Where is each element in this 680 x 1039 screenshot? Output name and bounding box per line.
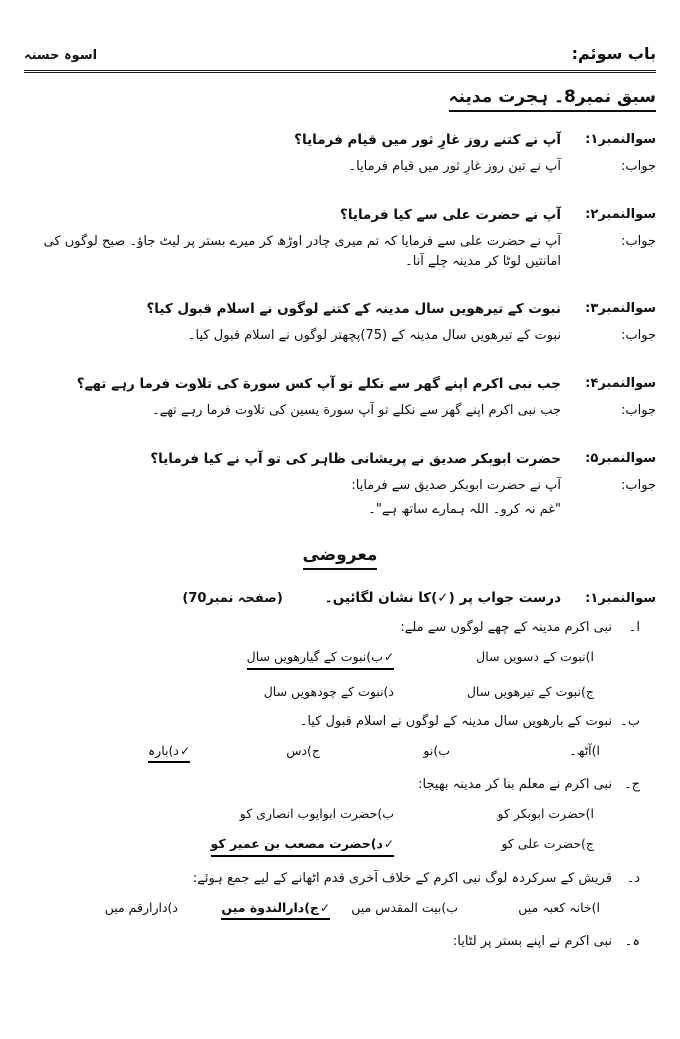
check-icon: ✓ [383,837,394,852]
check-icon: ✓ [179,743,190,758]
answer-label: جواب: [621,403,656,418]
option: د)دارارقم میں [104,899,178,915]
objective-item [24,869,656,920]
answer-line [24,326,656,346]
answer-text: جب نبی اکرم اپنے گھر سے نکلے تو آپ سورة یسین کی تلاوت فرما رہے تھے۔ [151,403,561,418]
hadith-quote: "غم نہ کرو۔ اللہ ہمارے ساتھ ہے"۔ [368,502,561,518]
item-stem-row [24,869,656,889]
item-stem-row [24,932,656,952]
section-heading-row [24,545,656,570]
question-line [24,299,656,319]
option: ا)خانہ کعبہ میں [518,899,600,915]
question-number: سوالنمبر۵: [585,450,656,466]
objective-item [24,712,656,763]
item-stem: نبی اکرم نے معلم بنا کر مدینہ بھیجا: [418,777,612,793]
objective-item [24,618,656,700]
question-text: آپ نے کتنے روز غارِ ثور میں قیام فرمایا؟ [294,132,561,148]
book-title: اسوہ حسنہ [24,48,98,63]
answer-text: نبوت کے تیرھویں سال مدینہ کے (75)پچھتر لوگوں نے اسلام قبول کیا۔ [187,328,561,344]
item-stem-row [24,775,656,795]
item-stem: قریش کے سرکردہ لوگ نبی اکرم کے خلاف آخری قدم اٹھانے کے لیے جمع ہوئے: [192,871,612,887]
answer-line [24,232,656,271]
qa-block [24,449,656,518]
item-stem-row [24,618,656,638]
option: ا)آٹھ۔ [569,742,600,758]
question-number: سوالنمبر۱: [585,132,656,147]
question-text: نبوت کے تیرھویں سال مدینہ کے کتنے لوگوں نے اسلام قبول کیا؟ [146,301,561,317]
answer-line [24,157,656,177]
item-marker: ا۔ [628,620,640,636]
lesson-title: سبق نمبر8۔ ہجرت مدینہ [449,86,656,112]
item-stem: نبی اکرم نے اپنے بستر پر لٹایا: [452,934,612,950]
objective-header [24,590,656,606]
option-checked: ✓د)حضرت مصعب بن عمیر کو [24,835,394,857]
answer-label: جواب: [621,477,656,493]
option: ا)نبوت کے دسویں سال [476,648,594,664]
question-text: جب نبی اکرم اپنے گھر سے نکلے تو آپ کس سورة کی تلاوت فرما رہے تھے؟ [76,375,561,392]
option-checked: ✓د)بارہ [24,742,190,764]
question-line [24,449,656,469]
item-stem-row [24,712,656,732]
option: ا)حضرت ابوبکر کو [497,805,594,821]
page-header [24,0,656,73]
option: ج)دس [286,742,320,758]
item-stem: نبوت کے بارھویں سال مدینہ کے لوگوں نے اسلام قبول کیا۔ [299,714,612,730]
question-line [24,130,656,150]
qa-block [24,374,656,421]
qa-block [24,130,656,177]
answer-text: آپ نے حضرت علی سے فرمایا کہ تم میری چادر اوڑھ کر میرے بستر پر لیٹ جاؤ۔ صبح لوگوں کی امانتیں لوٹا کر مدینہ چلے آنا۔ [43,234,561,269]
option: ب)بیت المقدس میں [351,899,458,915]
option: ب)حضرت ابوایوب انصاری کو [239,805,394,821]
section-heading: معروضی [303,545,378,570]
question-line [24,374,656,394]
answer-line [24,476,656,496]
lesson-title-row [24,86,656,112]
option: ج)نبوت کے تیرھویں سال [466,683,594,699]
item-marker: د۔ [626,871,640,887]
question-number: سوالنمبر۳: [585,301,656,316]
option: د)نبوت کے چودھویں سال [263,683,394,699]
option-checked: ✓ج)دارالندوة میں [178,899,330,921]
check-icon: ✓ [319,900,330,915]
question-number: سوالنمبر۴: [585,375,656,391]
option: ب)نو [423,742,450,758]
item-marker: ب۔ [620,714,640,730]
objective-item [24,932,656,952]
objective-instruction: درست جواب پر (✓)کا نشان لگائیں۔ [324,590,561,607]
page-reference: (صفحہ نمبر70) [182,591,283,607]
answer-text: آپ نے تین روز غارِ ثور میں قیام فرمایا۔ [348,159,561,175]
option-checked: ✓ب)نبوت کے گیارھویں سال [24,648,394,670]
options-grid [24,899,600,921]
options-grid [24,648,594,700]
chapter-label: باب سوئم: [571,44,656,63]
answer-line [24,401,656,421]
item-marker: ج۔ [623,777,640,793]
qa-block [24,205,656,271]
question-text: آپ نے حضرت علی سے کیا فرمایا؟ [339,206,561,223]
options-grid [24,805,594,857]
question-line [24,205,656,225]
check-icon: ✓ [383,649,394,664]
options-grid [24,742,600,764]
item-marker: ہ۔ [624,934,640,950]
answer-text: آپ نے حضرت ابوبکر صدیق سے فرمایا: [351,477,561,493]
question-text: حضرت ابوبکر صدیق نے پریشانی ظاہر کی تو آپ نے کیا فرمایا؟ [150,450,561,467]
objective-question-number: سوالنمبر۱: [585,591,656,607]
answer-label: جواب: [621,234,656,249]
qa-section [24,130,656,517]
objective-item [24,775,656,857]
answer-label: جواب: [621,328,656,344]
item-stem: نبی اکرم مدینہ کے چھے لوگوں سے ملے: [400,620,612,636]
option: ج)حضرت علی کو [501,836,594,852]
qa-block [24,299,656,346]
answer-label: جواب: [621,159,656,175]
question-number: سوالنمبر۲: [585,206,656,222]
